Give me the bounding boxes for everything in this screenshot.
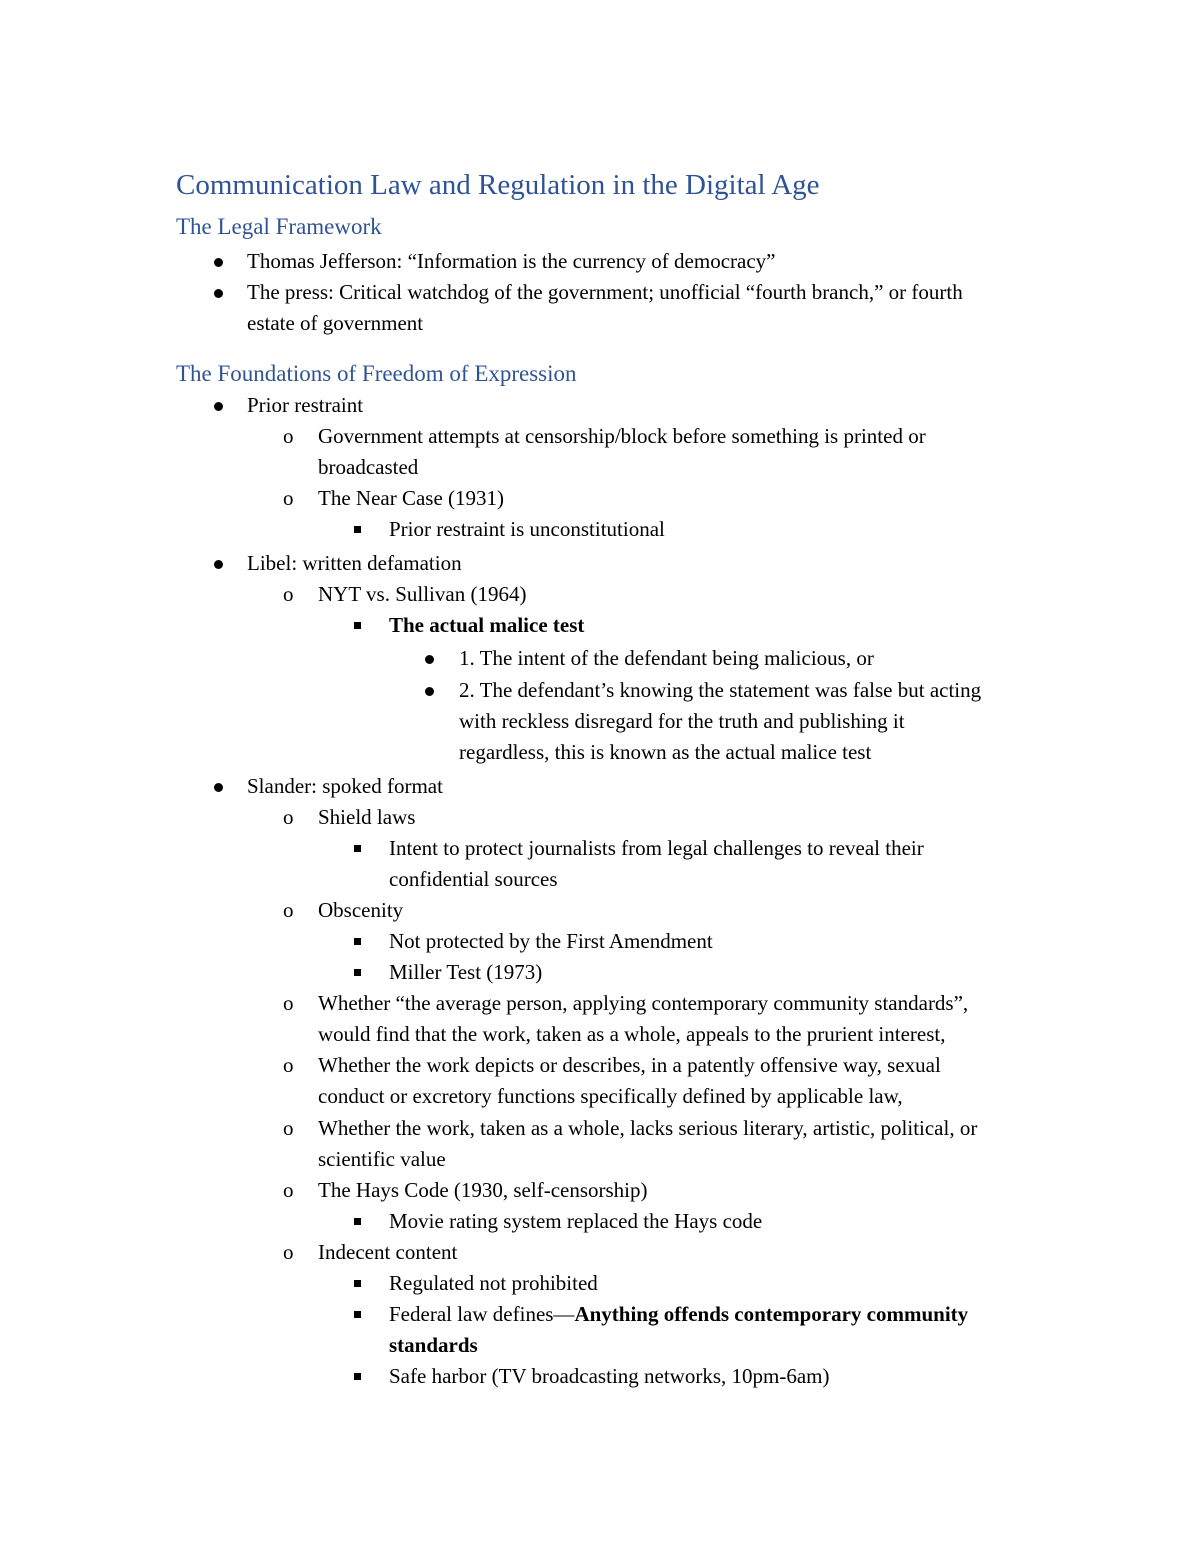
list-item: Thomas Jefferson: “Information is the currency of democracy” [247,249,776,273]
list-item-continuation: would find that the work, taken as a whole, appeals to the prurient interest, [318,1022,946,1046]
bullet-dot-icon [214,258,223,267]
list-item: Indecent content [318,1240,458,1264]
bold-text: The actual malice test [389,613,585,637]
bullet-circle-icon: o [283,486,294,510]
list-item-continuation: conduct or excretory functions specifically defined by applicable law, [318,1084,903,1108]
bullet-dot-icon [425,687,434,696]
list-item-continuation: confidential sources [389,867,558,891]
list-item: Government attempts at censorship/block before something is printed or [318,424,926,448]
list-item: 2. The defendant’s knowing the statement was false but acting [459,678,982,702]
list-item-continuation [389,1335,478,1356]
bullet-dot-icon [214,402,223,411]
list-item: Slander: spoked format [247,774,443,798]
list-item-continuation: with reckless disregard for the truth and publishing it [459,709,905,733]
bullet-square-icon [354,938,361,945]
bullet-circle-icon: o [283,424,294,448]
list-item: NYT vs. Sullivan (1964) [318,582,527,606]
bullet-circle-icon: o [283,1240,294,1264]
list-item [389,1304,968,1325]
list-item: Miller Test (1973) [389,960,543,984]
list-item: Prior restraint is unconstitutional [389,517,665,541]
list-item-continuation: estate of government [247,311,424,335]
list-item: Safe harbor (TV broadcasting networks, 10pm-6am) [389,1364,830,1388]
bullet-circle-icon: o [283,805,294,829]
bullet-circle-icon: o [283,582,294,606]
list-item: Whether the work, taken as a whole, lacks serious literary, artistic, political, or [318,1116,978,1140]
list-item: Whether the work depicts or describes, in a patently offensive way, sexual [318,1053,941,1077]
bullet-circle-icon: o [283,1178,294,1202]
bullet-dot-icon [214,783,223,792]
list-item-continuation: scientific value [318,1147,446,1171]
bullet-circle-icon: o [283,991,294,1015]
federal-law-prefix: Federal law defines— [389,1302,575,1326]
bold-text: standards [389,1333,478,1357]
list-item: The press: Critical watchdog of the government; unofficial “fourth branch,” or fourth [247,280,963,304]
list-item: The Hays Code (1930, self-censorship) [318,1178,648,1202]
list-item: Movie rating system replaced the Hays code [389,1209,763,1233]
list-item: The Near Case (1931) [318,486,505,510]
bullet-square-icon [354,526,361,533]
list-item: Not protected by the First Amendment [389,929,713,953]
bullet-square-icon [354,1373,361,1380]
bullet-square-icon [354,622,361,629]
list-item: Regulated not prohibited [389,1271,598,1295]
list-item-continuation: regardless, this is known as the actual malice test [459,740,872,764]
list-item: 1. The intent of the defendant being malicious, or [459,646,874,670]
list-item: Libel: written defamation [247,551,462,575]
list-item: Whether “the average person, applying contemporary community standards”, [318,991,969,1015]
bullet-dot-icon [214,289,223,298]
bullet-square-icon [354,969,361,976]
bullet-dot-icon [214,560,223,569]
list-item: Shield laws [318,805,416,829]
bullet-circle-icon: o [283,898,294,922]
page-title: Communication Law and Regulation in the Digital Age [176,169,820,201]
list-item: Intent to protect journalists from legal challenges to reveal their [389,836,924,860]
bullet-circle-icon: o [283,1053,294,1077]
bullet-circle-icon: o [283,1116,294,1140]
list-item [389,615,584,636]
section-heading-legal-framework: The Legal Framework [176,214,382,239]
list-item-continuation: broadcasted [318,455,419,479]
bullet-square-icon [354,1218,361,1225]
list-item: Prior restraint [247,393,364,417]
list-item: Obscenity [318,898,404,922]
bullet-square-icon [354,845,361,852]
bold-text: Anything offends contemporary community [574,1302,969,1326]
bullet-square-icon [354,1311,361,1318]
section-heading-foundations: The Foundations of Freedom of Expression [176,361,577,386]
bullet-square-icon [354,1280,361,1287]
bullet-dot-icon [425,655,434,664]
